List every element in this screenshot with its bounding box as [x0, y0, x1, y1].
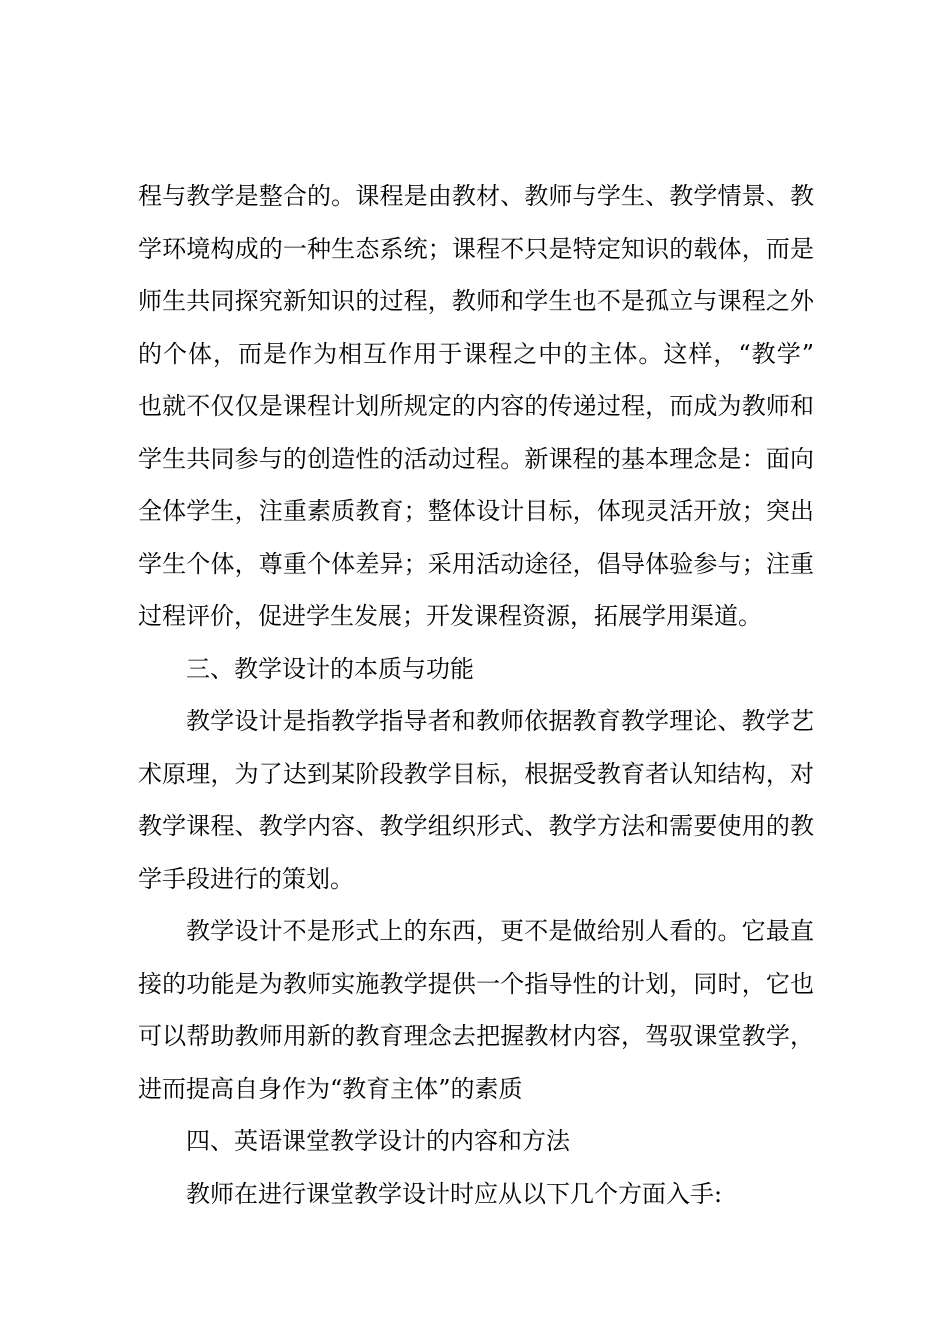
text-line: 学生共同参与的创造性的活动过程。新课程的基本理念是：面向: [138, 444, 814, 473]
paragraph-curriculum-integration: [138, 170, 814, 643]
text-line: 教师在进行课堂教学设计时应从以下几个方面入手:: [186, 1179, 723, 1208]
text-line: 学生个体，尊重个体差异；采用活动途径，倡导体验参与；注重: [138, 549, 814, 578]
section-heading-3: 三、教学设计的本质与功能: [186, 654, 474, 683]
text-line: 程与教学是整合的。课程是由教材、教师与学生、教学情景、教: [138, 182, 814, 210]
text-line: 也就不仅仅是课程计划所规定的内容的传递过程，而成为教师和: [138, 392, 814, 420]
text-line: 接的功能是为教师实施教学提供一个指导性的计划，同时，它也: [138, 969, 814, 998]
text-line: 教学设计是指教学指导者和教师依据教育教学理论、教学艺: [186, 707, 814, 735]
text-line: 的个体，而是作为相互作用于课程之中的主体。这样，“教学”: [138, 339, 814, 368]
document-body: [138, 170, 814, 1220]
paragraph-design-approach: [138, 1168, 814, 1221]
text-line: 学手段进行的策划。: [138, 864, 354, 893]
paragraph-design-definition: [138, 695, 814, 905]
text-line: 进而提高自身作为“教育主体”的素质: [138, 1074, 523, 1103]
text-line: 教学设计不是形式上的东西，更不是做给别人看的。它最直: [186, 917, 814, 945]
text-line: 师生共同探究新知识的过程，教师和学生也不是孤立与课程之外: [138, 287, 814, 315]
paragraph-design-function: [138, 905, 814, 1115]
text-line: 术原理，为了达到某阶段教学目标，根据受教育者认知结构，对: [138, 759, 814, 788]
text-line: 过程评价，促进学生发展；开发课程资源，拓展学用渠道。: [138, 602, 762, 630]
text-line: 学环境构成的一种生态系统；课程不只是特定知识的载体，而是: [138, 234, 814, 263]
text-line: 可以帮助教师用新的教育理念去把握教材内容，驾驭课堂教学，: [138, 1022, 814, 1050]
text-line: 教学课程、教学内容、教学组织形式、教学方法和需要使用的教: [138, 812, 814, 840]
text-line: 全体学生，注重素质教育；整体设计目标，体现灵活开放；突出: [138, 497, 814, 525]
section-heading-4: 四、英语课堂教学设计的内容和方法: [186, 1127, 570, 1155]
